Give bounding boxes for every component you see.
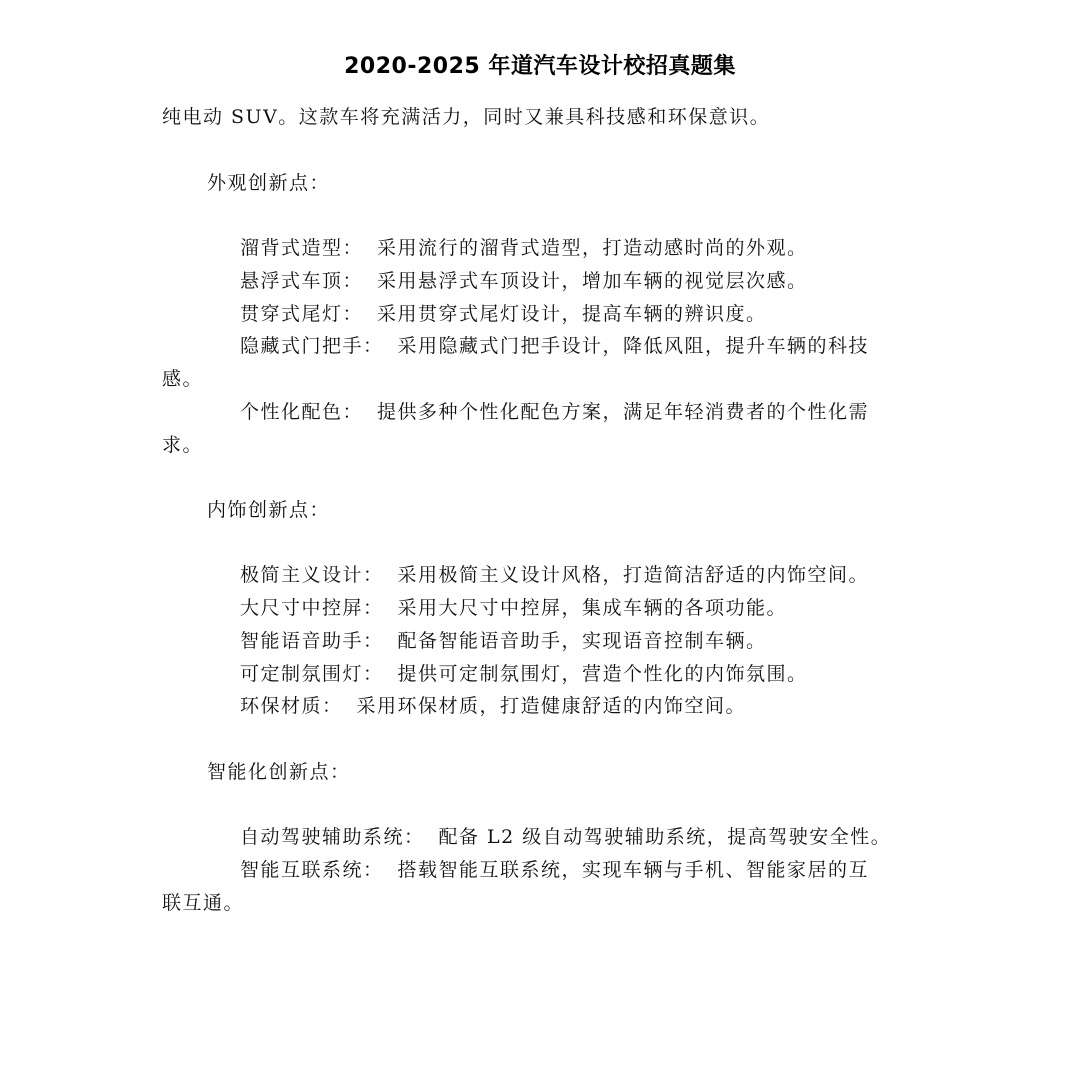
- exterior-item-continuation: 感。: [162, 368, 204, 390]
- smart-item: [240, 857, 1000, 883]
- interior-item: [240, 693, 1000, 719]
- exterior-item-continuation: 求。: [162, 434, 204, 456]
- interior-item-desc: 采用环保材质，打造健康舒适的内饰空间。: [356, 695, 747, 717]
- exterior-item: [240, 399, 1000, 425]
- interior-item-desc: 配备智能语音助手，实现语音控制车辆。: [397, 630, 767, 652]
- exterior-heading: 外观创新点：: [207, 172, 331, 194]
- exterior-item-desc: 采用隐藏式门把手设计，降低风阻，提升车辆的科技: [397, 335, 870, 357]
- interior-item: [240, 661, 1000, 687]
- intro-paragraph: 纯电动 SUV。这款车将充满活力，同时又兼具科技感和环保意识。: [162, 106, 771, 128]
- page-title: 2020-2025 年道汽车设计校招真题集: [344, 54, 736, 79]
- exterior-item-desc: 采用贯穿式尾灯设计，提高车辆的辨识度。: [377, 303, 767, 325]
- smart-item-continuation: 联互通。: [162, 892, 245, 914]
- smart-item-desc: 配备 L2 级自动驾驶辅助系统，提高驾驶安全性。: [438, 826, 892, 848]
- exterior-item-term: 隐藏式门把手：: [240, 335, 384, 357]
- exterior-item-term: 贯穿式尾灯：: [240, 303, 364, 325]
- smart-item-term: 自动驾驶辅助系统：: [240, 826, 425, 848]
- interior-item-term: 极简主义设计：: [240, 564, 384, 586]
- exterior-item-desc: 提供多种个性化配色方案，满足年轻消费者的个性化需: [377, 401, 870, 423]
- exterior-item-term: 悬浮式车顶：: [240, 270, 364, 292]
- smart-item: [240, 824, 1000, 850]
- interior-item-term: 智能语音助手：: [240, 630, 384, 652]
- exterior-item-term: 个性化配色：: [240, 401, 364, 423]
- interior-heading: 内饰创新点：: [207, 499, 331, 521]
- exterior-item-desc: 采用流行的溜背式造型，打造动感时尚的外观。: [377, 237, 808, 259]
- interior-item: [240, 628, 1000, 654]
- exterior-item: [240, 301, 1000, 327]
- interior-item-desc: 采用大尺寸中控屏，集成车辆的各项功能。: [397, 597, 788, 619]
- exterior-item: [240, 268, 1000, 294]
- exterior-item: [240, 235, 1000, 261]
- interior-item-term: 环保材质：: [240, 695, 343, 717]
- interior-item-desc: 采用极简主义设计风格，打造简洁舒适的内饰空间。: [397, 564, 870, 586]
- interior-item: [240, 562, 1000, 588]
- smart-heading: 智能化创新点：: [207, 761, 351, 783]
- exterior-item: [240, 333, 1000, 359]
- interior-item-desc: 提供可定制氛围灯，营造个性化的内饰氛围。: [397, 663, 808, 685]
- smart-item-term: 智能互联系统：: [240, 859, 384, 881]
- interior-item-term: 可定制氛围灯：: [240, 663, 384, 685]
- exterior-item-desc: 采用悬浮式车顶设计，增加车辆的视觉层次感。: [377, 270, 808, 292]
- exterior-item-term: 溜背式造型：: [240, 237, 364, 259]
- interior-item: [240, 595, 1000, 621]
- interior-item-term: 大尺寸中控屏：: [240, 597, 384, 619]
- smart-item-desc: 搭载智能互联系统，实现车辆与手机、智能家居的互: [397, 859, 870, 881]
